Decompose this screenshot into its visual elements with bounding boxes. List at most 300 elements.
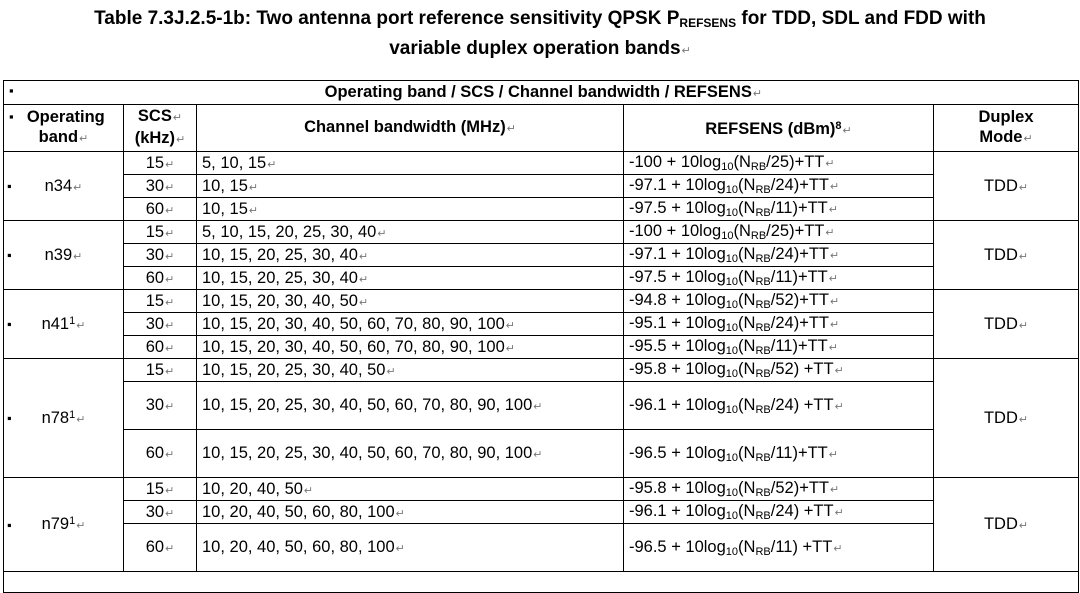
refsens-prefix: -97.5 + 10log xyxy=(629,199,726,217)
paragraph-mark-icon: ↵ xyxy=(248,204,259,217)
refsens-cell xyxy=(624,244,934,267)
paragraph-mark-icon: ↵ xyxy=(76,319,86,332)
scs-cell xyxy=(124,524,197,572)
table-row xyxy=(4,313,1079,336)
table-body xyxy=(4,152,1079,593)
band-cell xyxy=(4,152,124,221)
paragraph-mark-icon: ↵ xyxy=(165,484,175,497)
refsens-prefix: -94.8 + 10log xyxy=(629,291,726,309)
paragraph-mark-icon: ↵ xyxy=(358,250,369,263)
refsens-suffix: 25)+TT xyxy=(770,222,825,240)
scs-cell xyxy=(124,175,197,198)
refsens-slash: / xyxy=(766,222,771,240)
nrb-symbol: N xyxy=(743,314,756,332)
paragraph-mark-icon: ↵ xyxy=(830,250,840,262)
duplex-cell xyxy=(934,152,1079,221)
refsens-paren: ( xyxy=(733,153,739,171)
scs-cell xyxy=(124,221,197,244)
nrb-symbol: N xyxy=(738,153,751,171)
paragraph-mark-icon: ↵ xyxy=(533,448,543,461)
bw-value: 10, 20, 40, 50, 60, 80, 100 xyxy=(202,502,395,521)
paragraph-mark-icon: ↵ xyxy=(176,134,186,146)
bw-cell xyxy=(197,524,624,572)
nrb-subscript: RB xyxy=(755,368,771,380)
duplex-value: TDD xyxy=(983,515,1018,533)
paragraph-mark-icon: ↵ xyxy=(395,542,405,555)
bw-value: 10, 15, 20, 30, 40, 50, 60, 70, 80, 90, 100 xyxy=(202,314,505,333)
paragraph-mark-icon: ↵ xyxy=(165,319,175,332)
band-cell xyxy=(4,359,124,478)
paragraph-mark-icon: ↵ xyxy=(828,204,838,216)
header-refsens-label: REFSENS (dBm) xyxy=(705,119,836,138)
paragraph-mark-icon: ↵ xyxy=(506,123,516,135)
paragraph-mark-icon: ↵ xyxy=(76,520,86,532)
log-base: 10 xyxy=(725,487,739,499)
nrb-subscript: RB xyxy=(755,545,771,558)
scs-value: 60 xyxy=(145,538,165,556)
refsens-suffix: 24) +TT xyxy=(775,395,834,414)
paragraph-mark-icon: ↵ xyxy=(73,250,83,263)
refsens-suffix: 24)+TT xyxy=(775,176,829,194)
scs-value: 60 xyxy=(145,337,165,356)
refsens-slash: / xyxy=(770,502,776,520)
nrb-symbol: N xyxy=(743,199,756,217)
refsens-slash: / xyxy=(766,153,771,171)
band-cell xyxy=(4,478,124,572)
scs-cell xyxy=(124,430,197,478)
scs-cell xyxy=(124,501,197,524)
refsens-slash: / xyxy=(770,268,776,286)
paragraph-mark-icon: ↵ xyxy=(828,273,838,285)
table-title-line2 xyxy=(0,36,1080,64)
refsens-prefix: -97.1 + 10log xyxy=(629,245,726,263)
paragraph-mark-icon: ↵ xyxy=(76,413,86,426)
paragraph-mark-icon: ↵ xyxy=(165,250,175,263)
paragraph-mark-icon: ↵ xyxy=(828,448,838,461)
scs-cell xyxy=(124,359,197,382)
bullet-icon: ▪ xyxy=(7,247,12,263)
log-base: 10 xyxy=(721,230,734,242)
paragraph-mark-icon: ↵ xyxy=(165,296,175,309)
duplex-cell xyxy=(934,359,1079,478)
paragraph-mark-icon: ↵ xyxy=(165,507,175,520)
paragraph-mark-icon: ↵ xyxy=(1023,133,1033,145)
refsens-paren: ( xyxy=(738,479,744,497)
log-base: 10 xyxy=(725,545,739,558)
nrb-subscript: RB xyxy=(755,299,771,311)
bw-cell xyxy=(197,198,624,221)
title-text-suffix: for TDD, SDL and FDD with xyxy=(736,8,986,29)
scs-value: 30 xyxy=(145,314,165,333)
refsens-prefix: -95.5 + 10log xyxy=(629,337,726,355)
refsens-prefix: -96.5 + 10log xyxy=(629,443,726,462)
paragraph-mark-icon: ↵ xyxy=(833,542,843,555)
paragraph-mark-icon: ↵ xyxy=(248,181,259,194)
refsens-suffix: 11)+TT xyxy=(775,337,828,355)
bw-cell xyxy=(197,313,624,336)
scs-cell xyxy=(124,382,197,430)
refsens-slash: / xyxy=(770,537,776,556)
refsens-suffix: 52)+TT xyxy=(775,479,829,497)
header-scs xyxy=(124,105,197,152)
refsens-suffix: 11)+TT xyxy=(775,443,828,462)
bw-value: 10, 20, 40, 50 xyxy=(202,479,303,498)
band-name: n79 xyxy=(41,515,70,533)
paragraph-mark-icon: ↵ xyxy=(830,319,840,331)
bw-cell xyxy=(197,478,624,501)
table-row xyxy=(4,336,1079,359)
nrb-subscript: RB xyxy=(755,487,771,499)
table-row xyxy=(4,152,1079,175)
paragraph-mark-icon: ↵ xyxy=(165,273,175,286)
duplex-value: TDD xyxy=(983,408,1018,427)
paragraph-mark-icon: ↵ xyxy=(825,158,835,170)
refsens-suffix: 24)+TT xyxy=(775,314,829,332)
scs-cell xyxy=(124,152,197,175)
table-row xyxy=(4,478,1079,501)
nrb-symbol: N xyxy=(743,537,756,556)
bullet-icon: ▪ xyxy=(7,410,12,426)
scs-cell xyxy=(124,336,197,359)
bw-cell xyxy=(197,359,624,382)
refsens-slash: / xyxy=(770,176,776,194)
duplex-cell xyxy=(934,221,1079,290)
bullet-icon: ▪ xyxy=(7,178,12,194)
paragraph-mark-icon: ↵ xyxy=(165,342,175,355)
bw-value: 10, 15 xyxy=(202,176,248,195)
refsens-cell xyxy=(624,152,934,175)
refsens-cell xyxy=(624,336,934,359)
header-duplex-line2: Mode xyxy=(979,128,1023,146)
refsens-prefix: -96.1 + 10log xyxy=(629,502,726,520)
refsens-slash: / xyxy=(770,291,776,309)
refsens-cell xyxy=(624,175,934,198)
paragraph-mark-icon: ↵ xyxy=(825,227,835,239)
band-cell xyxy=(4,221,124,290)
band-name: n34 xyxy=(44,176,73,195)
scs-cell xyxy=(124,267,197,290)
bw-cell xyxy=(197,267,624,290)
band-cell xyxy=(4,290,124,359)
refsens-suffix: 24) +TT xyxy=(775,502,834,520)
header-refsens xyxy=(624,105,934,152)
refsens-cell xyxy=(624,198,934,221)
paragraph-mark-icon: ↵ xyxy=(752,88,763,100)
nrb-subscript: RB xyxy=(755,276,771,288)
nrb-subscript: RB xyxy=(755,253,771,265)
nrb-subscript: RB xyxy=(755,510,771,522)
paragraph-mark-icon: ↵ xyxy=(1018,520,1029,532)
nrb-symbol: N xyxy=(743,291,756,309)
table-title-line1 xyxy=(0,6,1080,36)
band-name: n39 xyxy=(44,245,73,264)
duplex-value: TDD xyxy=(983,314,1018,333)
tail-cell xyxy=(4,572,1079,593)
bw-cell xyxy=(197,430,624,478)
refsens-prefix: -96.5 + 10log xyxy=(629,537,726,556)
table-row xyxy=(4,501,1079,524)
refsens-table xyxy=(3,80,1079,593)
band-name: n41 xyxy=(41,314,70,333)
log-base: 10 xyxy=(725,276,739,288)
paragraph-mark-icon: ↵ xyxy=(73,181,83,194)
header-duplex-line1: Duplex xyxy=(978,108,1034,126)
refsens-suffix: 52) +TT xyxy=(775,360,834,378)
scs-value: 30 xyxy=(145,502,165,521)
bw-cell xyxy=(197,382,624,430)
bw-cell xyxy=(197,221,624,244)
refsens-prefix: -95.8 + 10log xyxy=(629,360,726,378)
scs-cell xyxy=(124,313,197,336)
paragraph-mark-icon: ↵ xyxy=(505,319,515,332)
refsens-paren: ( xyxy=(738,314,744,332)
refsens-suffix: 11)+TT xyxy=(775,199,828,217)
refsens-paren: ( xyxy=(738,537,744,556)
band-name: n78 xyxy=(41,408,70,427)
log-base: 10 xyxy=(725,207,739,219)
scs-cell xyxy=(124,198,197,221)
bullet-icon: ▪ xyxy=(7,517,12,532)
band-footnote: 1 xyxy=(69,314,76,327)
scs-value: 15 xyxy=(145,222,165,241)
paragraph-mark-icon: ↵ xyxy=(377,227,387,240)
refsens-cell xyxy=(624,524,934,572)
bw-value: 10, 20, 40, 50, 60, 80, 100 xyxy=(202,537,395,556)
log-base: 10 xyxy=(725,510,739,522)
paragraph-mark-icon: ↵ xyxy=(681,45,691,57)
table-title xyxy=(0,6,1080,64)
refsens-paren: ( xyxy=(738,443,744,462)
scs-value: 60 xyxy=(145,268,165,287)
title-text-line2: variable duplex operation bands xyxy=(389,38,681,59)
paragraph-mark-icon: ↵ xyxy=(79,133,89,145)
refsens-paren: ( xyxy=(738,291,744,309)
duplex-cell xyxy=(934,478,1079,572)
refsens-slash: / xyxy=(770,395,776,414)
refsens-cell xyxy=(624,313,934,336)
header-band-line2: band xyxy=(38,128,79,146)
paragraph-mark-icon: ↵ xyxy=(395,507,405,520)
bw-cell xyxy=(197,336,624,359)
refsens-cell xyxy=(624,478,934,501)
band-footnote: 1 xyxy=(69,408,76,421)
bw-cell xyxy=(197,501,624,524)
refsens-prefix: -97.5 + 10log xyxy=(629,268,726,286)
scs-value: 60 xyxy=(145,199,165,218)
paragraph-mark-icon: ↵ xyxy=(358,273,369,286)
table-row xyxy=(4,244,1079,267)
scs-cell xyxy=(124,244,197,267)
paragraph-mark-icon: ↵ xyxy=(386,365,396,378)
header-duplex-mode xyxy=(934,105,1079,152)
title-text: Table 7.3J.2.5-1b: Two antenna port reference sensitivity QPSK P xyxy=(94,8,680,29)
log-base: 10 xyxy=(725,253,739,265)
header-scs-line2: (kHz) xyxy=(134,129,176,147)
refsens-suffix: 11) +TT xyxy=(775,537,833,556)
paragraph-mark-icon: ↵ xyxy=(1018,413,1029,426)
refsens-cell xyxy=(624,501,934,524)
paragraph-mark-icon: ↵ xyxy=(828,342,838,354)
paragraph-mark-icon: ↵ xyxy=(165,449,175,461)
nrb-symbol: N xyxy=(743,395,756,414)
scs-value: 30 xyxy=(145,176,165,195)
nrb-symbol: N xyxy=(743,443,756,462)
paragraph-mark-icon: ↵ xyxy=(165,227,175,240)
refsens-suffix: 52)+TT xyxy=(775,291,829,309)
table-row xyxy=(4,267,1079,290)
paragraph-mark-icon: ↵ xyxy=(830,181,840,193)
refsens-paren: ( xyxy=(733,222,739,240)
paragraph-mark-icon: ↵ xyxy=(1018,319,1029,332)
bw-cell xyxy=(197,290,624,313)
header-operating-band xyxy=(4,105,124,152)
paragraph-mark-icon: ↵ xyxy=(165,181,175,194)
refsens-prefix: -100 + 10log xyxy=(629,153,722,171)
paragraph-mark-icon: ↵ xyxy=(842,124,852,137)
table-row xyxy=(4,221,1079,244)
log-base: 10 xyxy=(725,184,739,196)
log-base: 10 xyxy=(721,161,734,173)
nrb-subscript: RB xyxy=(755,345,771,357)
header-span-label: Operating band / SCS / Channel bandwidth / REFSENS xyxy=(324,83,752,101)
refsens-paren: ( xyxy=(738,268,744,286)
nrb-symbol: N xyxy=(743,479,756,497)
bullet-icon: ▪ xyxy=(9,109,14,124)
nrb-symbol: N xyxy=(743,360,756,378)
bw-value: 10, 15, 20, 25, 30, 40 xyxy=(202,245,358,264)
refsens-slash: / xyxy=(770,314,776,332)
header-channel-bandwidth xyxy=(197,105,624,152)
duplex-value: TDD xyxy=(983,245,1018,264)
bw-value: 10, 15, 20, 25, 30, 40 xyxy=(202,268,358,287)
refsens-paren: ( xyxy=(738,502,744,520)
bw-value: 10, 15, 20, 30, 40, 50, 60, 70, 80, 90, 100 xyxy=(202,337,505,356)
paragraph-mark-icon: ↵ xyxy=(165,401,175,413)
nrb-symbol: N xyxy=(743,245,756,263)
paragraph-mark-icon: ↵ xyxy=(165,204,175,217)
scs-value: 15 xyxy=(145,479,165,498)
duplex-cell xyxy=(934,290,1079,359)
table-row xyxy=(4,430,1079,478)
nrb-subscript: RB xyxy=(750,230,767,242)
refsens-cell xyxy=(624,290,934,313)
duplex-value: TDD xyxy=(983,176,1018,195)
paragraph-mark-icon: ↵ xyxy=(830,484,840,496)
paragraph-mark-icon: ↵ xyxy=(267,158,277,171)
paragraph-mark-icon: ↵ xyxy=(165,158,175,171)
refsens-slash: / xyxy=(770,245,776,263)
refsens-cell xyxy=(624,267,934,290)
refsens-suffix: 11)+TT xyxy=(775,268,828,286)
nrb-symbol: N xyxy=(743,268,756,286)
refsens-suffix: 24)+TT xyxy=(775,245,829,263)
scs-cell xyxy=(124,290,197,313)
nrb-symbol: N xyxy=(743,176,756,194)
nrb-subscript: RB xyxy=(755,403,771,416)
scs-value: 15 xyxy=(145,360,165,379)
refsens-paren: ( xyxy=(738,337,744,355)
bw-value: 10, 15, 20, 30, 40, 50 xyxy=(202,291,358,310)
scs-value: 30 xyxy=(145,245,165,264)
refsens-slash: / xyxy=(770,443,776,462)
nrb-symbol: N xyxy=(743,337,756,355)
band-footnote: 1 xyxy=(69,515,76,527)
scs-value: 30 xyxy=(145,396,165,414)
bw-value: 5, 10, 15, 20, 25, 30, 40 xyxy=(202,222,377,241)
table-row xyxy=(4,382,1079,430)
nrb-subscript: RB xyxy=(755,322,771,334)
nrb-subscript: RB xyxy=(755,207,771,219)
refsens-suffix: 25)+TT xyxy=(770,153,825,171)
bw-value: 5, 10, 15 xyxy=(202,153,267,172)
refsens-slash: / xyxy=(770,199,776,217)
log-base: 10 xyxy=(725,451,739,464)
paragraph-mark-icon: ↵ xyxy=(830,296,840,308)
scs-cell xyxy=(124,478,197,501)
paragraph-mark-icon: ↵ xyxy=(505,342,515,355)
nrb-subscript: RB xyxy=(755,184,771,196)
title-subscript: REFSENS xyxy=(679,16,737,30)
bullet-icon: ▪ xyxy=(9,83,14,98)
log-base: 10 xyxy=(725,403,739,416)
refsens-prefix: -100 + 10log xyxy=(629,222,722,240)
refsens-cell xyxy=(624,382,934,430)
paragraph-mark-icon: ↵ xyxy=(533,400,543,413)
header-scs-line1: SCS xyxy=(137,107,172,125)
refsens-paren: ( xyxy=(738,199,744,217)
refsens-prefix: -96.1 + 10log xyxy=(629,395,726,414)
table-row xyxy=(4,524,1079,572)
paragraph-mark-icon: ↵ xyxy=(1018,181,1029,194)
bw-value: 10, 15, 20, 25, 30, 40, 50 xyxy=(202,360,386,379)
refsens-prefix: -97.1 + 10log xyxy=(629,176,726,194)
table-row-tail xyxy=(4,572,1079,593)
nrb-symbol: N xyxy=(738,222,751,240)
refsens-cell xyxy=(624,359,934,382)
header-refsens-footnote: 8 xyxy=(835,119,842,132)
header-row-span xyxy=(4,81,1079,105)
refsens-prefix: -95.1 + 10log xyxy=(629,314,726,332)
log-base: 10 xyxy=(725,322,739,334)
scs-value: 15 xyxy=(145,153,165,172)
log-base: 10 xyxy=(725,299,739,311)
refsens-cell xyxy=(624,430,934,478)
bw-cell xyxy=(197,244,624,267)
bw-value: 10, 15, 20, 25, 30, 40, 50, 60, 70, 80, 90, 100 xyxy=(202,443,533,462)
refsens-paren: ( xyxy=(738,395,744,414)
header-span-cell xyxy=(4,81,1079,105)
bw-value: 10, 15 xyxy=(202,199,248,218)
paragraph-mark-icon: ↵ xyxy=(165,365,175,378)
scs-value: 60 xyxy=(145,444,165,462)
bw-cell xyxy=(197,175,624,198)
scs-value: 15 xyxy=(145,291,165,310)
paragraph-mark-icon: ↵ xyxy=(358,296,369,309)
refsens-paren: ( xyxy=(738,245,744,263)
table-row xyxy=(4,290,1079,313)
refsens-paren: ( xyxy=(738,360,744,378)
nrb-subscript: RB xyxy=(750,161,767,173)
refsens-paren: ( xyxy=(738,176,744,194)
nrb-subscript: RB xyxy=(755,451,771,464)
refsens-slash: / xyxy=(770,360,776,378)
paragraph-mark-icon: ↵ xyxy=(303,484,314,497)
bw-value: 10, 15, 20, 25, 30, 40, 50, 60, 70, 80, 90, 100 xyxy=(202,395,533,414)
refsens-slash: / xyxy=(770,479,776,497)
refsens-prefix: -95.8 + 10log xyxy=(629,479,726,497)
refsens-cell xyxy=(624,221,934,244)
table-row xyxy=(4,359,1079,382)
